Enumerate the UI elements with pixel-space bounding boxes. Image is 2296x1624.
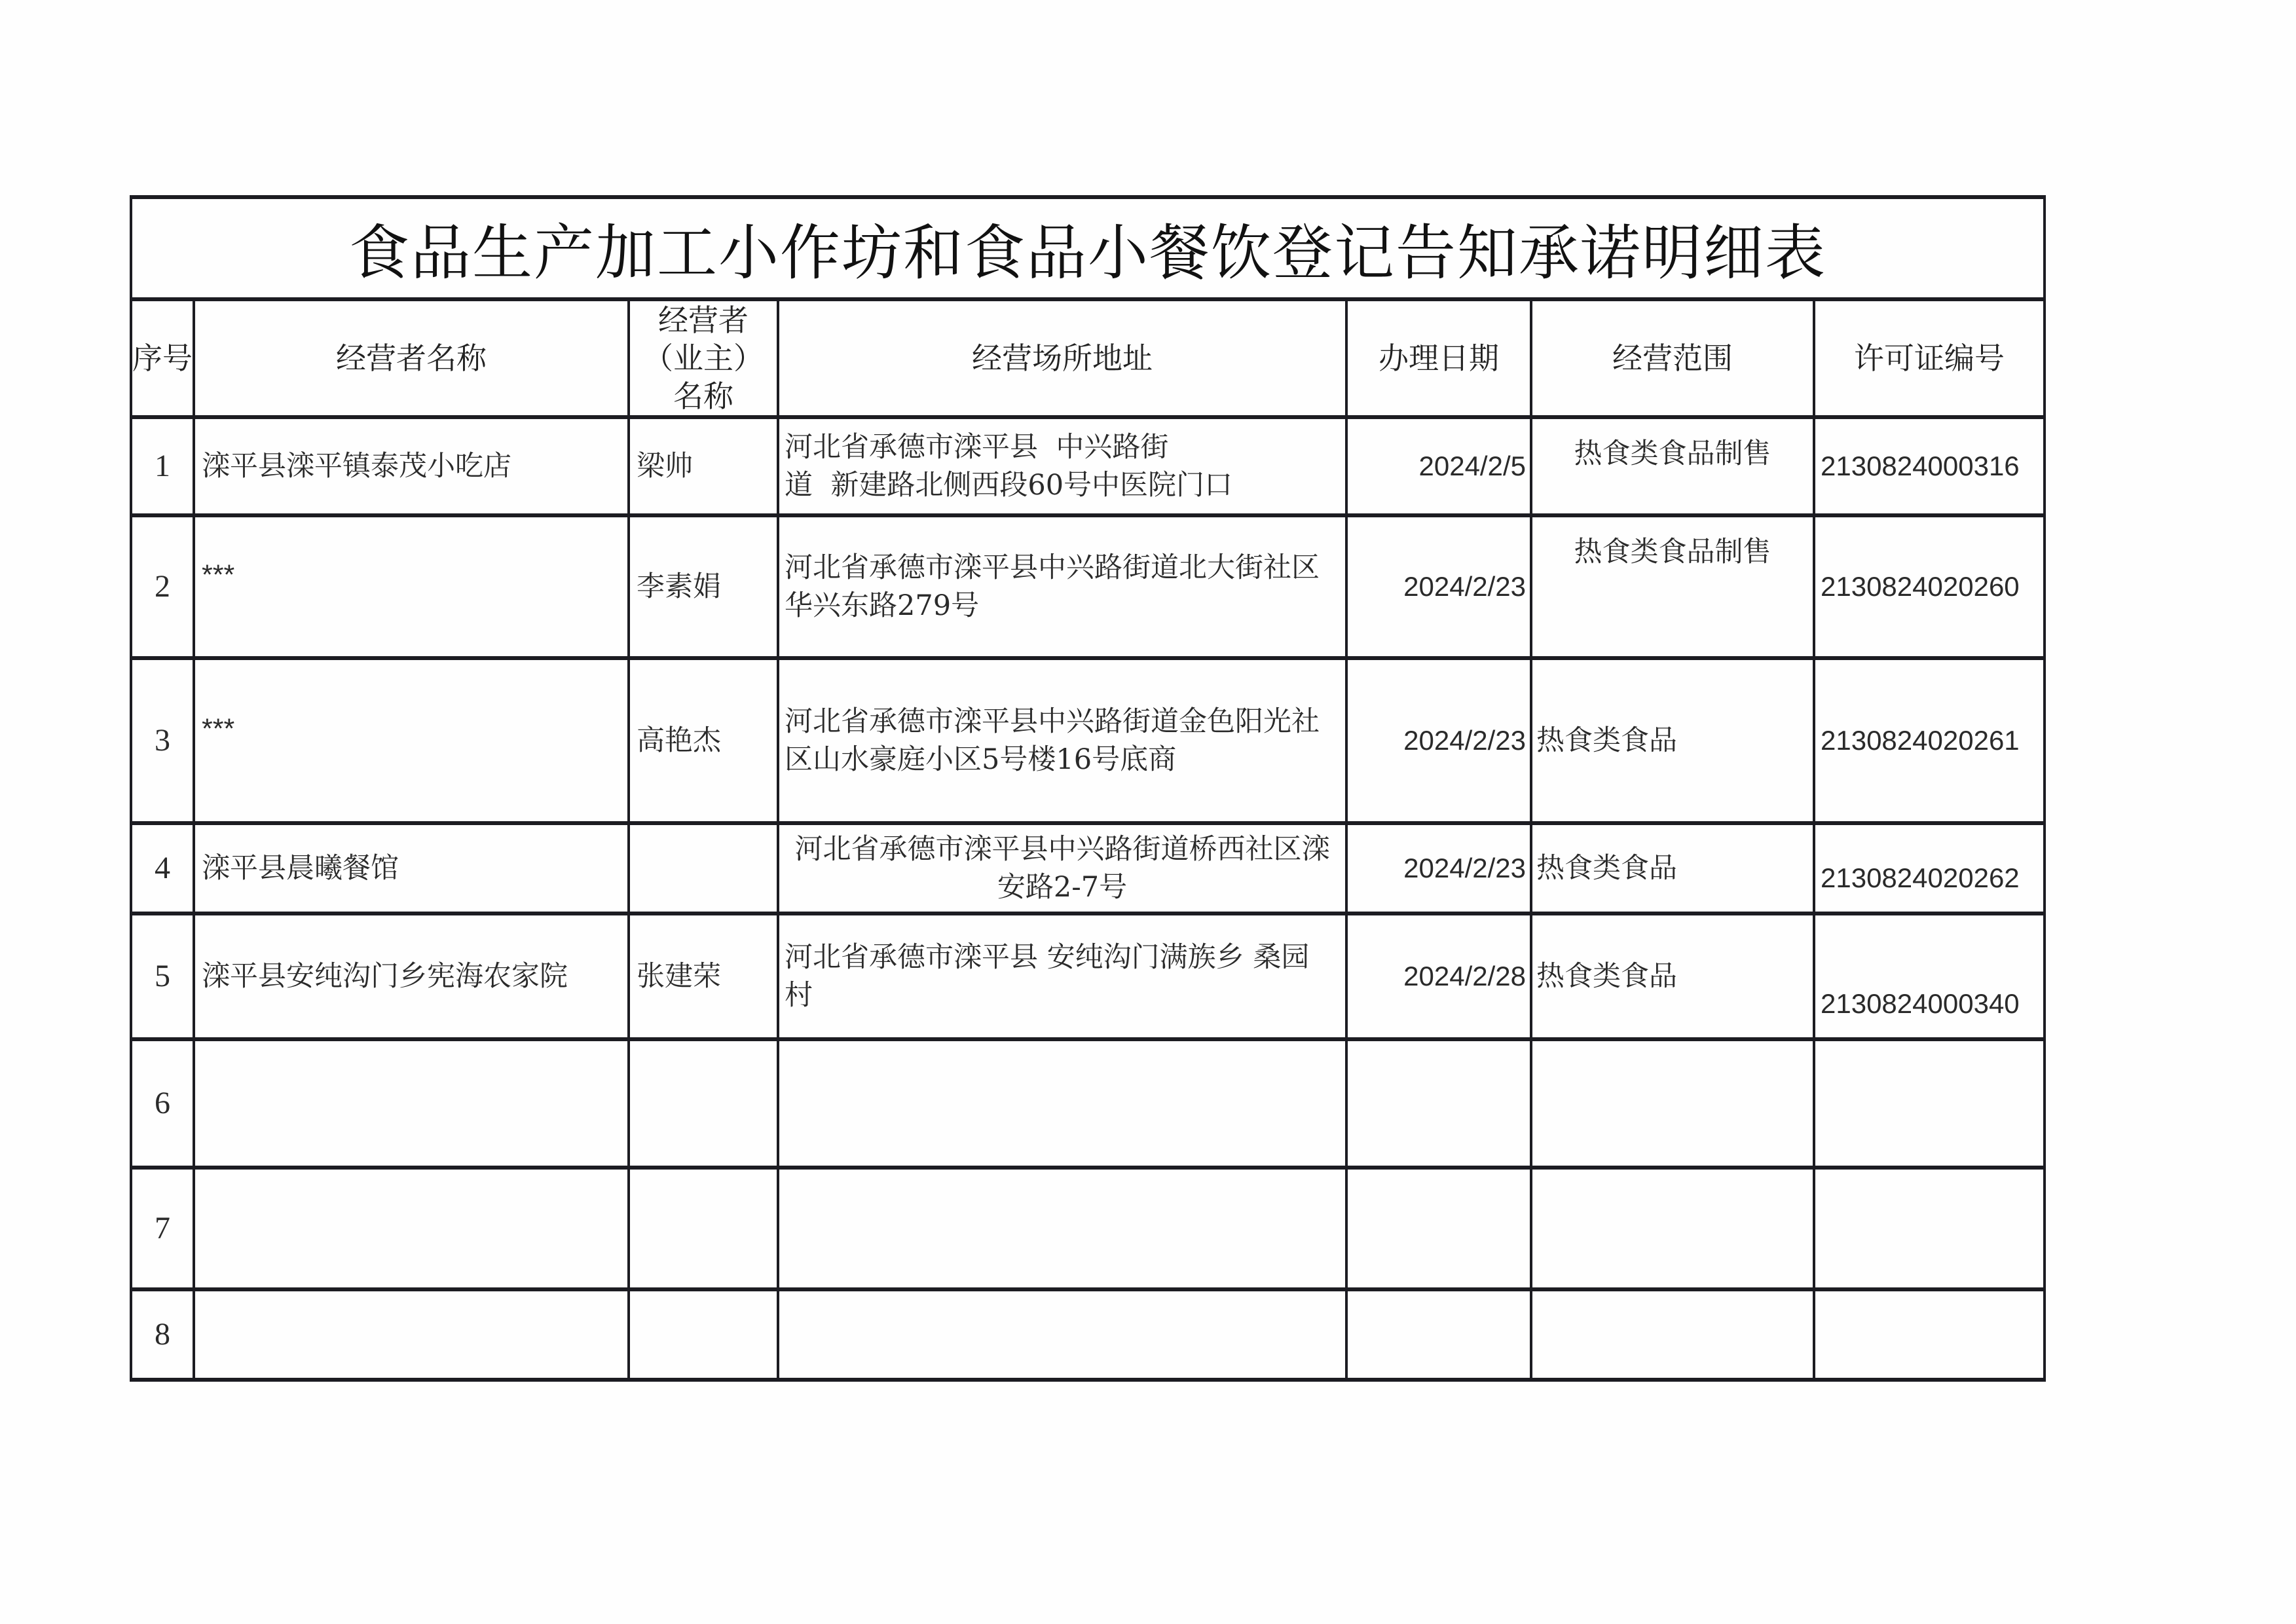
address-line: 区山水豪庭小区5号楼16号底商: [785, 743, 1177, 776]
cell-scope: 热食类食品: [1531, 658, 1814, 823]
cell-owner: [629, 1168, 778, 1289]
table-row: [131, 1039, 2045, 1168]
cell-license-no: 2130824020261: [1814, 658, 2045, 823]
cell-date: 2024/2/28: [1346, 913, 1531, 1039]
address-line: 河北省承德市滦平县 安纯沟门满族乡 桑园: [785, 941, 1310, 974]
cell-address: [778, 1168, 1346, 1289]
masked-name: ***: [202, 713, 235, 745]
cell-owner: 张建荣: [629, 913, 778, 1039]
cell-license-no: [1814, 1168, 2045, 1289]
address-line: 河北省承德市滦平县 中兴路街: [785, 431, 1169, 464]
cell-scope: [1531, 1039, 1814, 1168]
cell-license-no: 2130824000340: [1814, 913, 2045, 1039]
header-scope: 经营范围: [1531, 299, 1814, 417]
cell-license-no: [1814, 1289, 2045, 1380]
registration-table: [130, 195, 2046, 1382]
table-row: [131, 515, 2045, 658]
table-row: [131, 1289, 2045, 1380]
cell-seq: 8: [131, 1289, 194, 1380]
cell-scope: 热食类食品: [1531, 913, 1814, 1039]
cell-date: 2024/2/23: [1346, 515, 1531, 658]
address-line: 河北省承德市滦平县中兴路街道桥西社区滦: [794, 833, 1330, 866]
table-row: [131, 823, 2045, 913]
cell-scope: 热食类食品制售: [1531, 515, 1814, 658]
cell-owner: 梁帅: [629, 417, 778, 515]
cell-seq: 3: [131, 658, 194, 823]
cell-operator-name: [194, 1168, 629, 1289]
table-row: [131, 658, 2045, 823]
cell-owner: [629, 823, 778, 913]
cell-seq: 6: [131, 1039, 194, 1168]
table-row: [131, 1168, 2045, 1289]
header-row: [131, 299, 2045, 417]
cell-date: [1346, 1289, 1531, 1380]
cell-address: [778, 417, 1346, 515]
cell-owner: 高艳杰: [629, 658, 778, 823]
cell-seq: 1: [131, 417, 194, 515]
cell-operator-name: 滦平县滦平镇泰茂小吃店: [194, 417, 629, 515]
cell-owner: [629, 1289, 778, 1380]
cell-address: [778, 515, 1346, 658]
cell-operator-name: [194, 1039, 629, 1168]
cell-owner: [629, 1039, 778, 1168]
cell-owner: 李素娟: [629, 515, 778, 658]
cell-license-no: 2130824020262: [1814, 823, 2045, 913]
address-line: 村: [785, 979, 813, 1012]
cell-operator-name: 滦平县晨曦餐馆: [194, 823, 629, 913]
cell-date: 2024/2/5: [1346, 417, 1531, 515]
header-owner-line2: （业主）: [643, 341, 764, 376]
cell-scope: 热食类食品制售: [1531, 417, 1814, 515]
cell-seq: 7: [131, 1168, 194, 1289]
cell-license-no: 2130824020260: [1814, 515, 2045, 658]
cell-license-no: 2130824000316: [1814, 417, 2045, 515]
cell-date: [1346, 1039, 1531, 1168]
cell-seq: 5: [131, 913, 194, 1039]
cell-address: [778, 658, 1346, 823]
cell-scope: [1531, 1289, 1814, 1380]
cell-address: [778, 913, 1346, 1039]
masked-name: ***: [202, 559, 235, 591]
cell-date: 2024/2/23: [1346, 823, 1531, 913]
cell-seq: 4: [131, 823, 194, 913]
address-line: 道 新建路北侧西段60号中医院门口: [785, 469, 1233, 502]
cell-operator-name: 滦平县安纯沟门乡宪海农家院: [194, 913, 629, 1039]
address-line: 河北省承德市滦平县中兴路街道金色阳光社: [785, 705, 1320, 738]
cell-date: [1346, 1168, 1531, 1289]
cell-seq: 2: [131, 515, 194, 658]
table-row: [131, 417, 2045, 515]
cell-operator-name: [194, 515, 629, 658]
header-seq: 序号: [131, 299, 194, 417]
cell-date: 2024/2/23: [1346, 658, 1531, 823]
header-license-no: 许可证编号: [1814, 299, 2045, 417]
cell-operator-name: [194, 1289, 629, 1380]
cell-address: [778, 1289, 1346, 1380]
table-row: [131, 913, 2045, 1039]
header-owner-name: [629, 299, 778, 417]
cell-address: [778, 823, 1346, 913]
address-line: 安路2-7号: [997, 871, 1128, 904]
header-owner-line1: 经营者: [658, 303, 749, 338]
cell-scope: [1531, 1168, 1814, 1289]
document-title: 食品生产加工小作坊和食品小餐饮登记告知承诺明细表: [131, 197, 2045, 299]
header-operator-name: 经营者名称: [194, 299, 629, 417]
cell-license-no: [1814, 1039, 2045, 1168]
header-owner-line3: 名称: [673, 378, 733, 414]
cell-scope: 热食类食品: [1531, 823, 1814, 913]
address-line: 河北省承德市滦平县中兴路街道北大街社区: [785, 551, 1320, 584]
cell-operator-name: [194, 658, 629, 823]
address-line: 华兴东路279号: [785, 589, 980, 622]
cell-address: [778, 1039, 1346, 1168]
header-date: 办理日期: [1346, 299, 1531, 417]
header-address: 经营场所地址: [778, 299, 1346, 417]
